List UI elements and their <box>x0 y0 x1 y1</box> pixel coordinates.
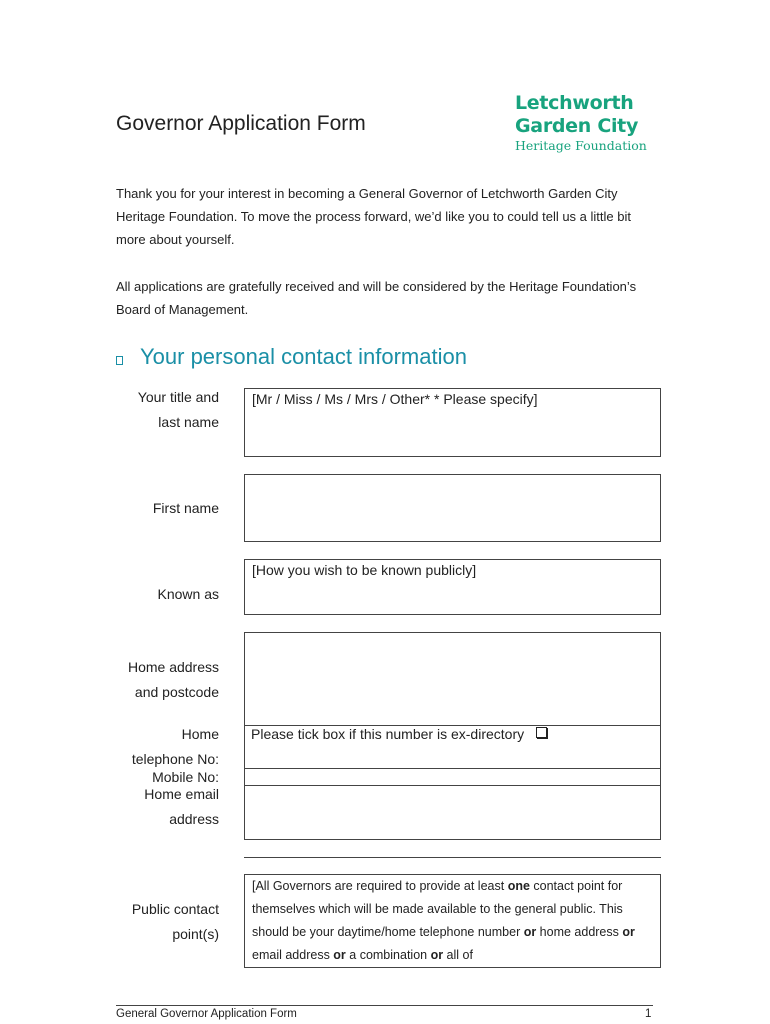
title-last-name-label <box>138 385 219 435</box>
footer-rule <box>116 1005 653 1006</box>
page-number: 1 <box>645 1008 652 1020</box>
logo-line-1: Letchworth <box>515 92 634 114</box>
note-text: home address <box>536 925 623 939</box>
label-line: address <box>169 811 219 827</box>
footer-text: General Governor Application Form <box>116 1008 297 1020</box>
public-contact-field[interactable] <box>244 874 661 968</box>
known-as-placeholder: [How you wish to be known publicly] <box>252 562 477 578</box>
note-text: contact point for themselves which will be made available to the general public. This should be your daytime/home telephone number <box>252 879 623 939</box>
home-email-label <box>144 782 219 832</box>
note-bold: or <box>622 925 635 939</box>
section-title: Your personal contact information <box>140 344 467 369</box>
intro-paragraph-2: All applications are gratefully received and will be considered by the Heritage Foundation’s Board of Management. <box>116 279 637 317</box>
known-as-label: Known as <box>157 586 219 602</box>
note-text: email address <box>252 948 334 962</box>
note-text: a combination <box>345 948 431 962</box>
label-line: Home email <box>144 786 219 802</box>
note-bold: or <box>430 948 444 962</box>
label-line: Your title and <box>137 389 219 405</box>
separator-line <box>244 857 661 858</box>
public-contact-label <box>132 897 219 947</box>
mobile-field[interactable] <box>244 768 661 785</box>
checkbox-icon[interactable] <box>536 727 547 738</box>
note-bold: one <box>507 879 530 893</box>
first-name-field[interactable] <box>244 474 661 542</box>
logo-line-3: Heritage Foundation <box>515 138 647 153</box>
note-bold: or <box>333 948 346 962</box>
title-last-name-placeholder: [Mr / Miss / Ms / Mrs / Other* * Please specify] <box>252 391 538 407</box>
label-line: Home address <box>127 659 219 675</box>
known-as-field[interactable] <box>244 559 661 615</box>
title-last-name-field[interactable] <box>244 388 661 457</box>
intro-paragraph-1: Thank you for your interest in becoming a General Governor of Letchworth Garden City Heritage Foundation. To move the process forward, we’d like you to could tell us a little bit more about yourself. <box>116 186 631 247</box>
mobile-label: Mobile No: <box>152 769 219 785</box>
note-text: [All Governors are required to provide at least <box>252 879 508 893</box>
logo-line-2: Garden City <box>515 115 639 137</box>
ex-directory-note: Please tick box if this number is ex-directory <box>251 726 525 742</box>
home-email-field[interactable] <box>244 785 661 840</box>
home-address-field[interactable] <box>244 632 661 726</box>
note-text: all of <box>443 948 473 962</box>
square-bullet-icon <box>116 356 123 365</box>
home-telephone-field[interactable] <box>244 725 661 768</box>
label-line: point(s) <box>172 926 219 942</box>
label-line: and postcode <box>134 684 219 700</box>
label-line: telephone No: <box>131 751 219 767</box>
page-title: Governor Application Form <box>116 112 366 135</box>
home-address-label <box>128 655 219 705</box>
label-line: Home <box>181 726 219 742</box>
first-name-label: First name <box>152 500 219 516</box>
label-line: last name <box>158 414 219 430</box>
label-line: Public contact <box>131 901 219 917</box>
logo <box>515 92 655 154</box>
note-bold: or <box>523 925 537 939</box>
